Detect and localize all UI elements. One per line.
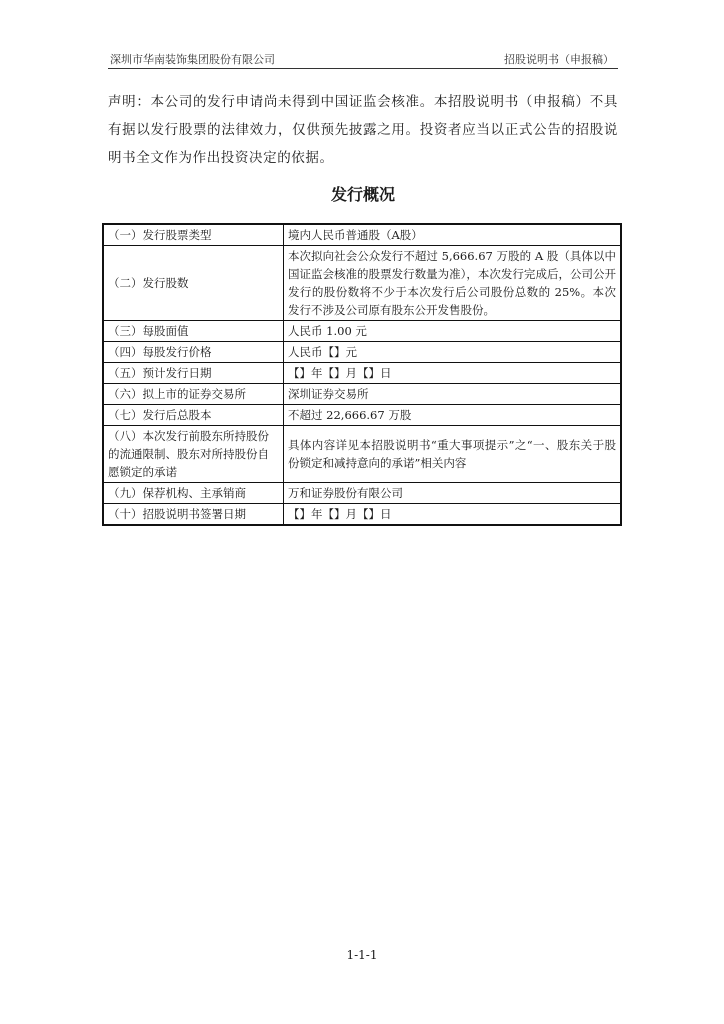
section-title: 发行概况 bbox=[330, 185, 395, 204]
row-label: （十）招股说明书签署日期 bbox=[103, 504, 284, 526]
row-label: （八）本次发行前股东所持股份的流通限制、股东对所持股份自愿锁定的承诺 bbox=[103, 426, 284, 483]
row-label: （六）拟上市的证券交易所 bbox=[103, 384, 284, 405]
table-row bbox=[103, 426, 621, 483]
row-label: （七）发行后总股本 bbox=[103, 405, 284, 426]
row-value: 【】年【】月【】日 bbox=[284, 504, 622, 526]
table-row bbox=[103, 224, 621, 246]
row-label: （九）保荐机构、主承销商 bbox=[103, 483, 284, 504]
table-row bbox=[103, 405, 621, 426]
table-row bbox=[103, 384, 621, 405]
row-value: 人民币 1.00 元 bbox=[284, 321, 622, 342]
row-value: 深圳证券交易所 bbox=[284, 384, 622, 405]
row-value: 万和证券股份有限公司 bbox=[284, 483, 622, 504]
row-label: （二）发行股数 bbox=[103, 246, 284, 321]
page-header bbox=[108, 48, 618, 69]
table-row bbox=[103, 246, 621, 321]
header-company-name: 深圳市华南装饰集团股份有限公司 bbox=[110, 53, 275, 66]
row-label: （一）发行股票类型 bbox=[103, 224, 284, 246]
row-label: （五）预计发行日期 bbox=[103, 363, 284, 384]
row-value: 【】年【】月【】日 bbox=[284, 363, 622, 384]
row-value: 具体内容详见本招股说明书“重大事项提示”之“一、股东关于股份锁定和减持意向的承诺”相关内容 bbox=[284, 426, 622, 483]
row-value: 人民币【】元 bbox=[284, 342, 622, 363]
table-row bbox=[103, 363, 621, 384]
issuance-overview-table bbox=[102, 223, 622, 526]
row-value: 不超过 22,666.67 万股 bbox=[284, 405, 622, 426]
row-label: （三）每股面值 bbox=[103, 321, 284, 342]
page-number: 1-1-1 bbox=[346, 948, 378, 962]
row-value: 本次拟向社会公众发行不超过 5,666.67 万股的 A 股（具体以中国证监会核准的股票发行数量为准），本次发行完成后，公司公开发行的股份数将不少于本次发行后公司股份总数的 25%。本次发行不涉及公司原有股东公开发售股份。 bbox=[284, 246, 622, 321]
row-value: 境内人民币普通股（A股） bbox=[284, 224, 622, 246]
disclaimer-statement: 声明：本公司的发行申请尚未得到中国证监会核准。本招股说明书（申报稿）不具有据以发行股票的法律效力，仅供预先披露之用。投资者应当以正式公告的招股说明书全文作为作出投资决定的依据。 bbox=[108, 94, 618, 166]
table-row bbox=[103, 504, 621, 526]
row-label: （四）每股发行价格 bbox=[103, 342, 284, 363]
header-document-type: 招股说明书（申报稿） bbox=[504, 53, 614, 66]
table-row bbox=[103, 321, 621, 342]
table-row bbox=[103, 483, 621, 504]
table-row bbox=[103, 342, 621, 363]
